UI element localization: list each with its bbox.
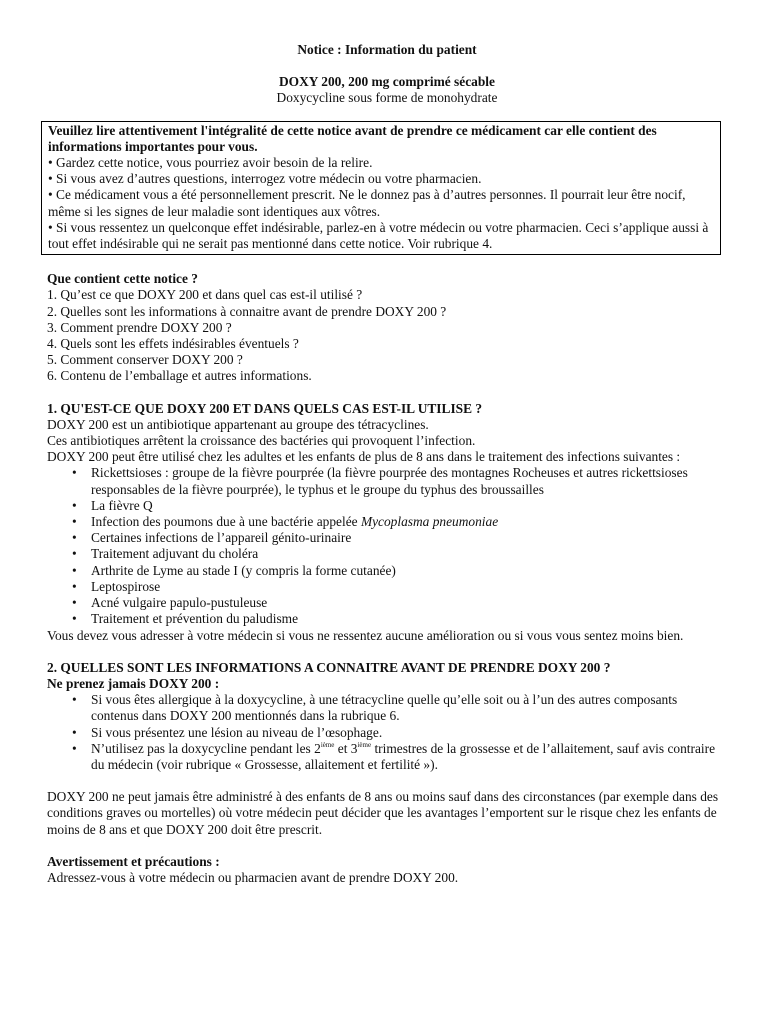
list-item-text: trimestres de la grossesse et de l’allaitement, sauf avis contraire du médecin (voir rubrique « Grossesse, allaitement et fertilité »). xyxy=(91,740,716,772)
list-item: • Si vous présentez une lésion au niveau de l’œsophage. xyxy=(91,725,727,741)
toc-item: 5. Comment conserver DOXY 200 ? xyxy=(47,352,243,368)
substance-name: Doxycycline sous forme de monohydrate xyxy=(276,90,498,106)
list-item: • La fièvre Q xyxy=(91,498,727,514)
contraindications-list xyxy=(47,692,727,773)
indications-list xyxy=(47,465,727,627)
section-1-heading: 1. QU'EST-CE QUE DOXY 200 ET DANS QUELS CAS EST-IL UTILISE ? xyxy=(47,400,483,416)
list-item xyxy=(91,741,727,773)
warning-intro: Veuillez lire attentivement l'intégralité de cette notice avant de prendre ce médicament car elle contient des informations importantes pour vous. xyxy=(48,122,657,154)
toc-item: 1. Qu’est ce que DOXY 200 et dans quel cas est-il utilisé ? xyxy=(47,287,363,303)
list-item: • Certaines infections de l’appareil génito-urinaire xyxy=(91,530,727,546)
bacteria-name: Mycoplasma pneumoniae xyxy=(360,514,499,530)
list-item: • Rickettsioses : groupe de la fièvre pourprée (la fièvre pourprée des montagnes Rocheuses et autres rickettsioses responsables de la fièvre pourprée), le typhus et le groupe du typhus des broussailles xyxy=(91,465,727,497)
product-name: DOXY 200, 200 mg comprimé sécable xyxy=(279,74,495,90)
warning-item: • Si vous ressentez un quelconque effet indésirable, parlez-en à votre médecin ou votre pharmacien. Ceci s’applique aussi à tout effet indésirable qui ne serait pas mentionné dans cette notice. Voir rubrique 4. xyxy=(48,219,709,252)
list-item-text: Infection des poumons due à une bactérie appelée xyxy=(91,514,361,530)
superscript: ième xyxy=(357,740,372,749)
section-1-paragraph: DOXY 200 peut être utilisé chez les adultes et les enfants de plus de 8 ans dans le traitement des infections suivantes : xyxy=(47,449,681,465)
warning-box xyxy=(41,121,721,256)
children-paragraph: DOXY 200 ne peut jamais être administré à des enfants de 8 ans ou moins sauf dans des circonstances (par exemple dans des conditions graves ou mortelles) où votre médecin peut décider que les avantages l’emportent sur le risque chez les enfants de moins de 8 ans et que DOXY 200 doit être prescrit. xyxy=(47,789,719,837)
notice-title: Notice : Information du patient xyxy=(297,42,477,57)
list-item-text: et 3 xyxy=(334,740,358,756)
warnings-heading: Avertissement et précautions : xyxy=(47,853,220,869)
list-item: • Leptospirose xyxy=(91,579,727,595)
warning-item: • Gardez cette notice, vous pourriez avoir besoin de la relire. xyxy=(48,155,373,171)
section-1-paragraph: DOXY 200 est un antibiotique appartenant au groupe des tétracyclines. xyxy=(47,416,429,432)
list-item: • Si vous êtes allergique à la doxycycline, à une tétracycline quelle qu’elle soit ou à l’un des autres composants contenus dans DOXY 200 mentionnés dans la rubrique 6. xyxy=(91,692,727,724)
list-item xyxy=(91,514,727,530)
superscript: ième xyxy=(320,740,335,749)
list-item: • Acné vulgaire papulo-pustuleuse xyxy=(91,595,727,611)
list-item: • Traitement adjuvant du choléra xyxy=(91,546,727,562)
toc-item: 2. Quelles sont les informations à connaitre avant de prendre DOXY 200 ? xyxy=(47,303,447,319)
section-1-closing: Vous devez vous adresser à votre médecin si vous ne ressentez aucune amélioration ou si vous vous sentez moins bien. xyxy=(47,627,684,643)
toc-item: 6. Contenu de l’emballage et autres informations. xyxy=(47,368,312,384)
list-item: • Traitement et prévention du paludisme xyxy=(91,611,727,627)
toc-item: 4. Quels sont les effets indésirables éventuels ? xyxy=(47,336,299,352)
list-item: • Arthrite de Lyme au stade I (y compris la forme cutanée) xyxy=(91,563,727,579)
section-2-subheading: Ne prenez jamais DOXY 200 : xyxy=(47,675,220,691)
list-item-text: N’utilisez pas la doxycycline pendant les 2 xyxy=(91,740,321,756)
leaflet-page xyxy=(47,42,727,886)
section-2-heading: 2. QUELLES SONT LES INFORMATIONS A CONNAITRE AVANT DE PRENDRE DOXY 200 ? xyxy=(47,659,611,675)
toc-list xyxy=(47,287,727,384)
toc-item: 3. Comment prendre DOXY 200 ? xyxy=(47,319,232,335)
warning-item: • Si vous avez d’autres questions, interrogez votre médecin ou votre pharmacien. xyxy=(48,171,482,187)
warning-item: • Ce médicament vous a été personnellement prescrit. Ne le donnez pas à d’autres personnes. Il pourrait leur être nocif, même si les signes de leur maladie sont identiques aux vôtres. xyxy=(48,187,686,219)
toc-heading: Que contient cette notice ? xyxy=(47,271,198,287)
warnings-text: Adressez-vous à votre médecin ou pharmacien avant de prendre DOXY 200. xyxy=(47,869,459,885)
section-1-paragraph: Ces antibiotiques arrêtent la croissance des bactéries qui provoquent l’infection. xyxy=(47,433,476,449)
